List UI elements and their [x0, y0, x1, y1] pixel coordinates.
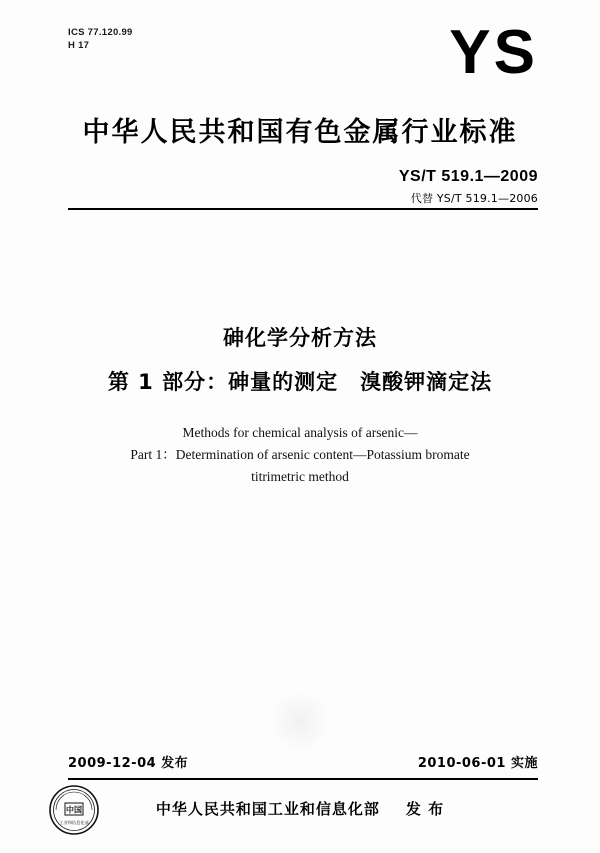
title-en-line1: Methods for chemical analysis of arsenic—: [182, 425, 418, 440]
divider-top: [68, 208, 538, 210]
title-cn-line2: 第 1 部分：砷量的测定 溴酸钾滴定法: [107, 370, 493, 394]
title-cn-line1: 砷化学分析方法: [223, 326, 377, 350]
title-block: [0, 322, 600, 488]
ics-number: ICS 77.120.99: [68, 27, 133, 38]
publisher-row: [0, 798, 600, 819]
svg-text:工业和信息化部: 工业和信息化部: [59, 820, 89, 825]
issue-date: 2009-12-04 发布: [68, 756, 189, 771]
ics-classification: [68, 26, 133, 52]
standard-number: YS/T 519.1—2009: [398, 168, 538, 185]
divider-bottom: [68, 778, 538, 780]
title-en-line2: Part 1：Determination of arsenic content—Potassium bromate: [130, 447, 470, 462]
title-en-line3: titrimetric method: [251, 469, 349, 484]
title-en: [0, 422, 600, 488]
standard-number-block: [399, 168, 538, 206]
publisher-action: 发 布: [405, 800, 445, 818]
effective-date: 2010-06-01 实施: [417, 756, 538, 771]
dates-row: [68, 752, 538, 771]
page-watermark: [268, 690, 332, 754]
standard-replaces: 代替 YS/T 519.1—2006: [410, 192, 538, 205]
ccs-number: H 17: [68, 40, 90, 51]
page-title: 中华人民共和国有色金属行业标准: [82, 117, 518, 148]
publisher-name: 中华人民共和国工业和信息化部: [155, 800, 380, 818]
svg-text:中国: 中国: [66, 805, 82, 815]
ys-logo: YS: [449, 18, 538, 87]
